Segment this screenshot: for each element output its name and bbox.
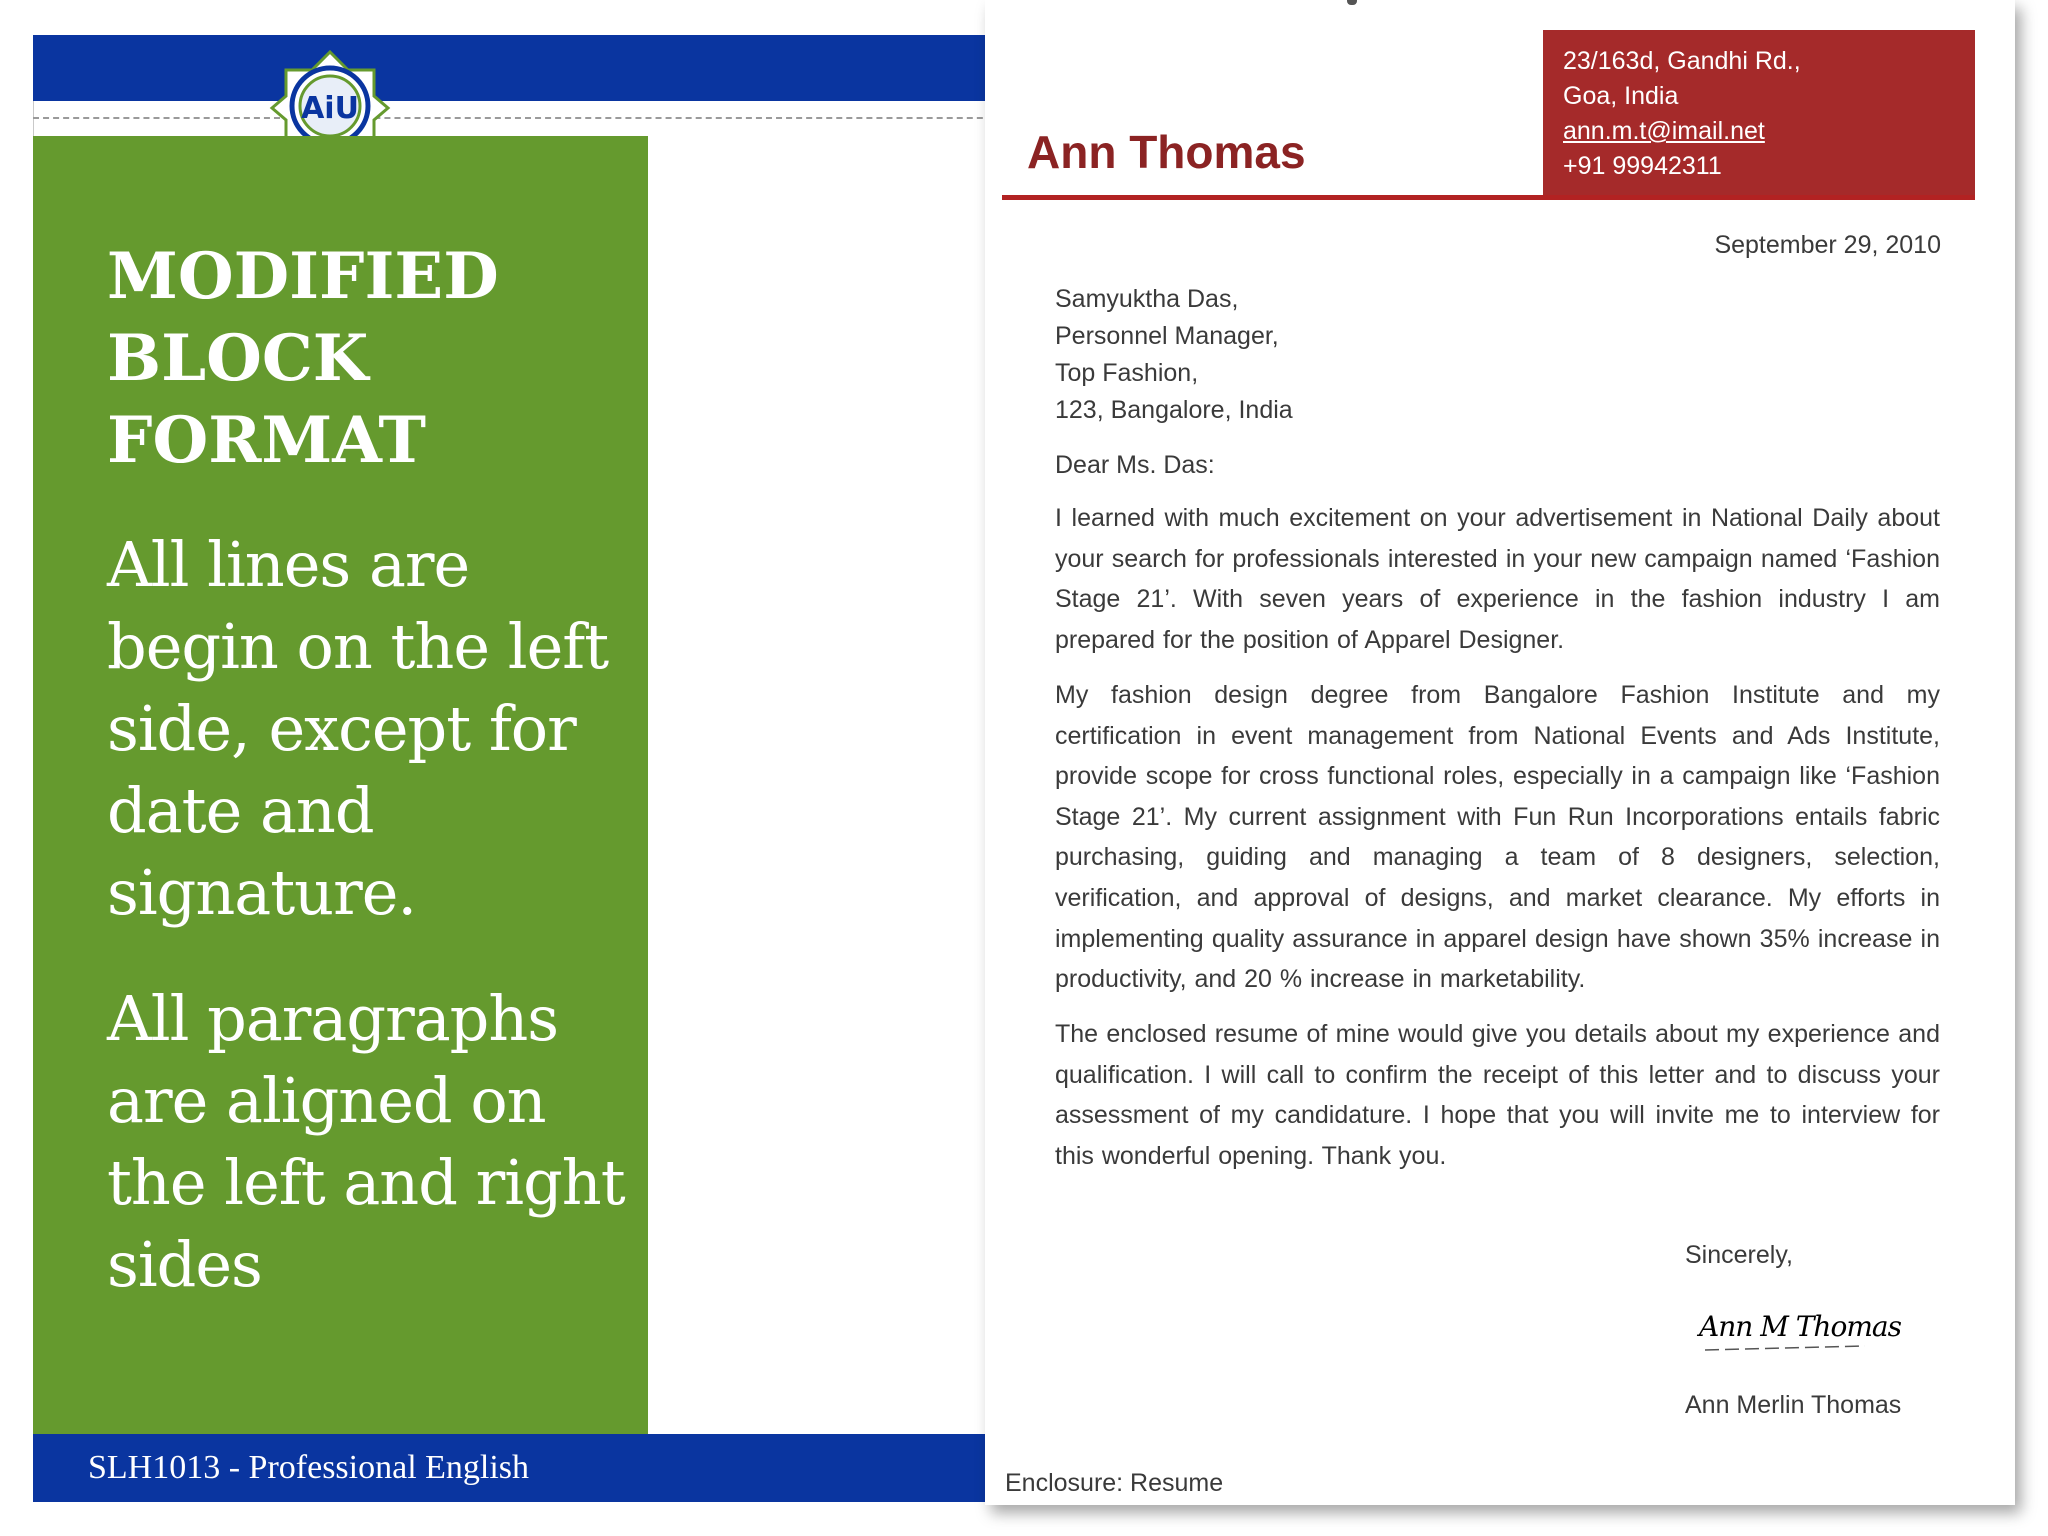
address-line: Goa, India [1563,82,1679,110]
paragraph-line: begin on the left [107,610,609,683]
recipient-address [1055,281,1293,429]
sender-name: Ann Thomas [1027,126,1306,178]
title-line: BLOCK [107,321,369,396]
page-mark [1347,0,1357,5]
sender-address [1563,44,1801,184]
handwritten-signature [1695,1302,1901,1362]
address-line: 23/163d, Gandhi Rd., [1563,47,1801,75]
sender-email-link[interactable]: ann.m.t@imail.net [1563,117,1765,145]
letter-paragraph: I learned with much excitement on your advertisement in National Daily about your search for professionals interested in your new campaign named ‘Fashion Stage 21’. With seven years of experience in the fashion industry I am prepared for the position of Apparel Designer. [1055,504,1940,654]
sample-letter [985,0,2015,1505]
dashed-divider [33,117,1023,119]
top-bar [33,35,1023,101]
recipient-line: Samyuktha Das, [1055,285,1239,313]
slide-paragraph-lines [107,524,642,934]
recipient-line: Personnel Manager, [1055,322,1279,350]
enclosure-note: Enclosure: Resume [1005,1469,1224,1497]
letter-paragraph: The enclosed resume of mine would give you details about my experience and qualification. I will call to confirm the receipt of this letter and to discuss your assessment of my candidature. I hope that you will invite me to interview for this wonderful opening. Thank you. [1055,1020,1940,1170]
paragraph-line: date and [107,774,374,847]
letter-date: September 29, 2010 [1714,231,1941,259]
letterhead-rule [1002,195,1975,200]
paragraph-line: All paragraphs [107,982,559,1055]
recipient-line: Top Fashion, [1055,359,1199,387]
sender-phone: +91 99942311 [1563,152,1722,180]
slide-paragraph-alignment [107,978,642,1306]
salutation: Dear Ms. Das: [1055,451,1215,479]
footer-course-label: SLH1013 - Professional English [88,1449,530,1486]
recipient-line: 123, Bangalore, India [1055,396,1293,424]
signature-text: Ann M Thomas [1699,1310,1901,1343]
complimentary-close: Sincerely, [1685,1241,1793,1269]
paragraph-line: All lines are [107,528,470,601]
slide-title [107,236,627,482]
signer-name: Ann Merlin Thomas [1685,1391,1902,1419]
paragraph-line: side, except for [107,692,576,765]
paragraph-line: the left and right [107,1146,625,1219]
logo-text: AiU [301,91,359,126]
letter-paragraph: My fashion design degree from Bangalore Fashion Institute and my certification in event management from National Events and Ads Institute, provide scope for cross functional roles, especially in a campaign like ‘Fashion Stage 21’. My current assignment with Fun Run Incorporations entails fabric purchasing, guiding and managing a team of 8 designers, selection, verification, and approval of designs, and market clearance. My efforts in implementing quality assurance in apparel design have shown 35% increase in productivity, and 20 % increase in marketability. [1055,681,1940,994]
title-line: MODIFIED [107,239,499,314]
paragraph-line: are aligned on [107,1064,546,1137]
paragraph-line: signature. [107,856,417,929]
paragraph-line: sides [107,1228,262,1301]
title-line: FORMAT [107,403,426,478]
